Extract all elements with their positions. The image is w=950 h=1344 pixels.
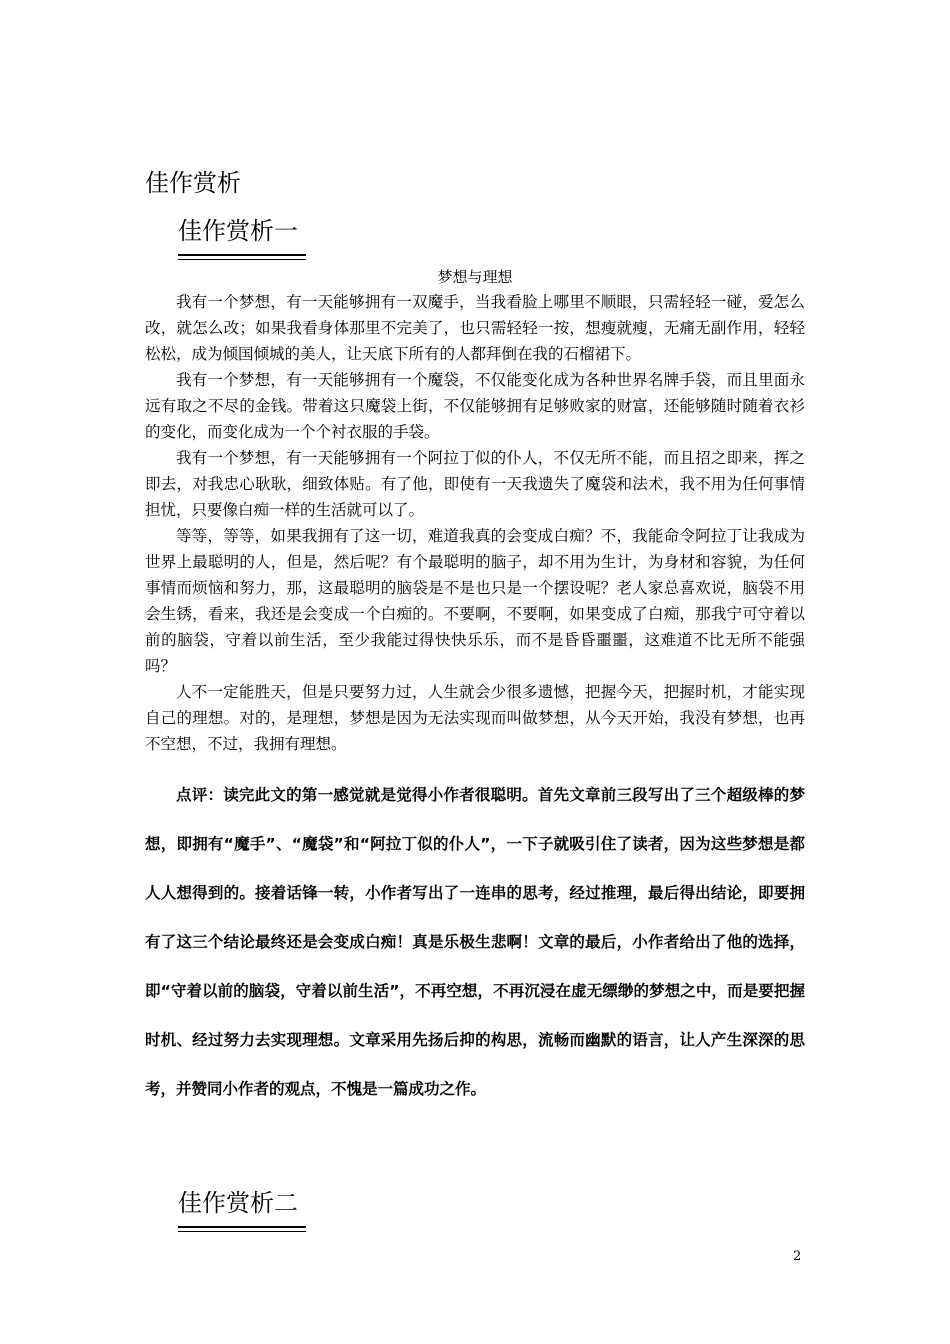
commentary <box>145 771 805 1114</box>
commentary-text: 点评：读完此文的第一感觉就是觉得小作者很聪明。首先文章前三段写出了三个超级棒的梦想，即拥有“魔手”、“魔袋”和“阿拉丁似的仆人”，一下子就吸引住了读者，因为这些梦想是都人人想得到的。接着话锋一转，小作者写出了一连串的思考，经过推理，最后得出结论，即要拥有了这三个结论最终还是会变成白痴！真是乐极生悲啊！文章的最后，小作者给出了他的选择，即“守着以前的脑袋，守着以前生活”，不再空想，不再沉浸在虚无缥缈的梦想之中，而是要把握时机、经过努力去实现理想。文章采用先扬后抑的构思，流畅而幽默的语言，让人产生深深的思考，并赞同小作者的观点，不愧是一篇成功之作。 <box>145 786 805 1098</box>
heading-one <box>178 214 306 252</box>
heading-one-rule-thin <box>178 259 306 260</box>
heading-one-text: 佳作赏析一 <box>178 217 298 245</box>
section-title: 佳作赏析 <box>145 169 241 197</box>
heading-two-rule-thin <box>178 1231 306 1232</box>
essay-paragraph: 我有一个梦想，有一天能够拥有一双魔手，当我看脸上哪里不顺眼，只需轻轻一碰，爱怎么改，就怎么改；如果我看身体那里不完美了，也只需轻轻一按，想瘦就瘦，无痛无副作用，轻轻松松，成为倾国倾城的美人，让天底下所有的人都拜倒在我的石榴裙下。 <box>145 293 805 363</box>
essay-paragraph: 我有一个梦想，有一天能够拥有一个阿拉丁似的仆人，不仅无所不能，而且招之即来，挥之即去，对我忠心耿耿，细致体贴。有了他，即使有一天我遗失了魔袋和法术，我不用为任何事情担忧，只要像白痴一样的生活就可以了。 <box>145 449 805 519</box>
essay-paragraph: 等等，等等，如果我拥有了这一切，难道我真的会变成白痴？不，我能命令阿拉丁让我成为世界上最聪明的人，但是，然后呢？有个最聪明的脑子，却不用为生计，为身材和容貌，为任何事情而烦恼和努力，那，这最聪明的脑袋是不是也只是一个摆设呢？老人家总喜欢说，脑袋不用会生锈，看来，我还是会变成一个白痴的。不要啊，不要啊，如果变成了白痴，那我宁可守着以前的脑袋，守着以前生活，至少我能过得快快乐乐，而不是昏昏噩噩，这难道不比无所不能强吗？ <box>145 527 805 675</box>
heading-two <box>178 1186 306 1224</box>
heading-two-text: 佳作赏析二 <box>178 1189 298 1217</box>
essay-title: 梦想与理想 <box>437 268 513 286</box>
essay-paragraph: 我有一个梦想，有一天能够拥有一个魔袋，不仅能变化成为各种世界名牌手袋，而且里面永远有取之不尽的金钱。带着这只魔袋上街，不仅能够拥有足够败家的财富，还能够随时随着衣衫的变化，而变化成为一个个衬衣服的手袋。 <box>145 371 805 441</box>
essay-paragraph: 人不一定能胜天，但是只要努力过，人生就会少很多遗憾，把握今天，把握时机，才能实现自己的理想。对的，是理想，梦想是因为无法实现而叫做梦想，从今天开始，我没有梦想，也再不空想，不过，我拥有理想。 <box>145 683 805 753</box>
heading-two-rule <box>178 1226 306 1228</box>
heading-one-rule <box>178 254 306 256</box>
page-number: 2 <box>793 1249 802 1264</box>
essay-body <box>145 289 805 757</box>
